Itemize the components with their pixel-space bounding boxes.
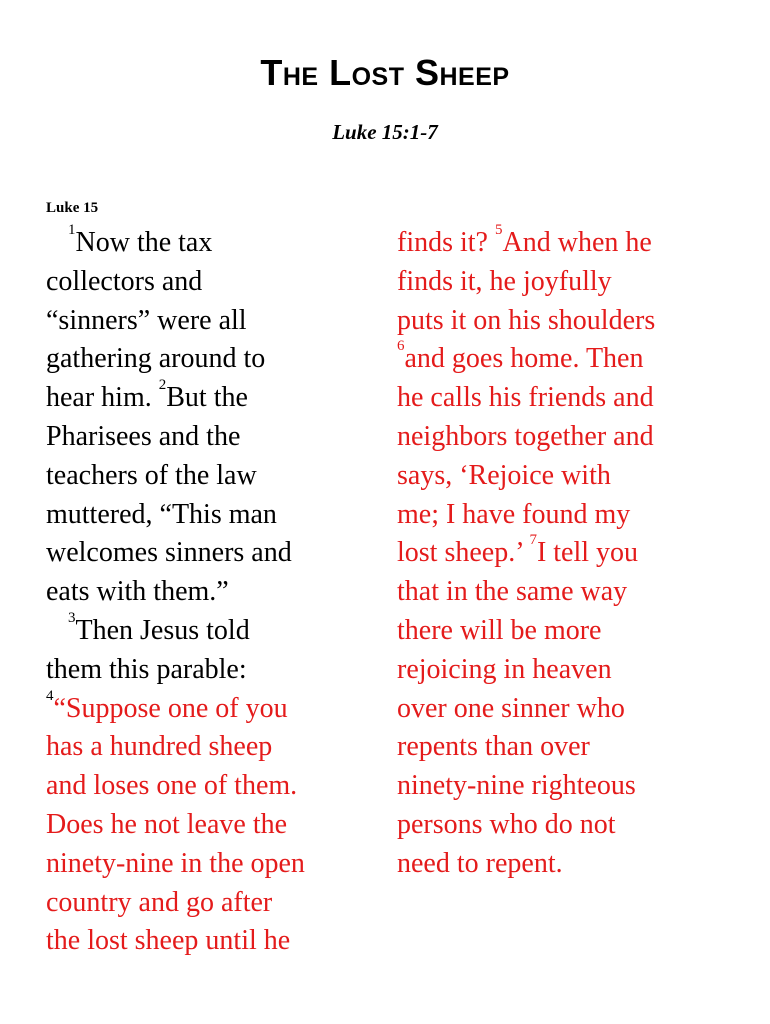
text-line: eats with them.”	[46, 576, 229, 608]
text-line-red: the lost sheep until he	[46, 925, 291, 957]
text-line-red: finds it, he joyfully	[397, 265, 612, 297]
text-line-red: over one sinner who	[397, 692, 625, 724]
text-line-red: me; I have found my	[397, 498, 631, 530]
text-line-red: repents than over	[397, 731, 590, 763]
text-line: muttered, “This man	[46, 498, 277, 530]
text-line-red: there will be more	[397, 614, 602, 646]
text-line-red	[397, 534, 707, 573]
text-line: gathering around to	[46, 343, 266, 375]
verse-text: finds it?	[397, 227, 495, 258]
text-line: Pharisees and the	[46, 420, 241, 452]
text-line-red: ninety-nine righteous	[397, 770, 636, 802]
chapter-label: Luke 15	[46, 200, 99, 216]
verse-text: But the	[166, 382, 248, 414]
text-line-red: has a hundred sheep	[46, 731, 273, 763]
verse-text: lost sheep.’	[397, 537, 530, 569]
verse-text: I tell you	[536, 537, 639, 569]
verse-number: 1	[68, 222, 76, 238]
text-column-left	[46, 224, 346, 961]
text-line-red: country and go after	[46, 886, 273, 918]
text-line-red: ninety-nine in the open	[46, 847, 305, 879]
page-title: The Lost Sheep	[260, 52, 510, 93]
text-line	[46, 687, 346, 729]
verse-number: 6	[397, 338, 405, 355]
text-line-red: that in the same way	[397, 576, 628, 608]
verse-text: And when he	[502, 227, 652, 258]
text-line: them this parable:	[46, 653, 247, 685]
verse-number: 3	[68, 609, 76, 626]
verse-text: and goes home. Then	[404, 343, 644, 375]
text-line-red: and loses one of them.	[46, 770, 298, 802]
text-line: teachers of the law	[46, 459, 257, 491]
text-line-red	[397, 340, 707, 379]
verse-number: 5	[495, 222, 503, 238]
text-line-red: puts it on his shoulders	[397, 304, 656, 336]
text-line-red: persons who do not	[397, 808, 616, 840]
text-line: collectors and	[46, 265, 203, 297]
text-line	[46, 379, 346, 418]
verse-text: Now the tax	[75, 227, 213, 258]
verse-number: 2	[158, 377, 167, 394]
text-line-red: he calls his friends and	[397, 382, 654, 414]
text-column-right	[397, 224, 707, 884]
words-of-jesus: “Suppose one of you	[53, 692, 288, 724]
text-line-red: says, ‘Rejoice with	[397, 459, 611, 491]
verse-number: 4	[46, 687, 54, 704]
text-line-red: neighbors together and	[397, 420, 654, 452]
verse-text: Then Jesus told	[75, 614, 250, 646]
text-line-red: rejoicing in heaven	[397, 653, 612, 685]
text-line-red: Does he not leave the	[46, 808, 288, 840]
text-line: “sinners” were all	[46, 304, 247, 336]
text-line: welcomes sinners and	[46, 537, 292, 569]
text-line	[46, 224, 346, 263]
text-line-red: need to repent.	[397, 847, 563, 879]
text-line-red	[397, 224, 707, 263]
scripture-reference: Luke 15:1-7	[332, 120, 438, 144]
verse-text: hear him.	[46, 382, 159, 414]
text-line	[46, 609, 346, 651]
verse-number: 7	[529, 532, 537, 549]
